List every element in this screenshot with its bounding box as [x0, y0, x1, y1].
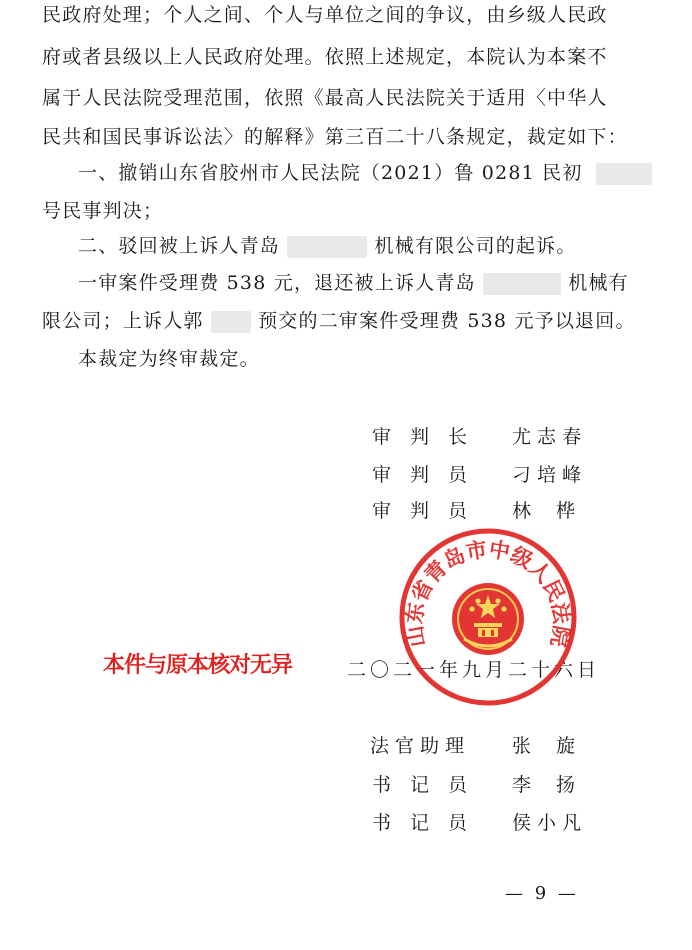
signatory-name: 李 扬: [512, 774, 576, 796]
fee-line-cont: [42, 308, 636, 334]
signatory-role: 审 判 长: [372, 426, 468, 448]
page-number: — 9 —: [505, 883, 579, 904]
body-line: 府或者县级以上人民政府处理。依照上述规定，本院认为本案不: [42, 46, 608, 68]
signatory-name: 林 桦: [512, 500, 576, 522]
body-text: 机械有: [568, 272, 629, 294]
signatory-name: 张 旋: [512, 735, 576, 757]
redaction-block: [211, 311, 251, 333]
body-text: 二、驳回被上诉人青岛: [78, 235, 281, 257]
signatory-role: 审 判 员: [372, 500, 468, 522]
redaction-block: [483, 273, 561, 295]
body-text: 机械有限公司的起诉。: [374, 235, 577, 257]
body-line: 民共和国民事诉讼法〉的解释》第三百二十八条规定，裁定如下：: [42, 126, 628, 148]
signatory-name: 刁 培 峰: [512, 464, 582, 486]
ruling-date: 二〇二一年九月二十六日: [347, 659, 601, 681]
body-text: 限公司；上诉人郭: [42, 310, 204, 332]
signatory-name: 尤 志 春: [512, 426, 582, 448]
ruling-item-2: [78, 233, 608, 259]
court-seal: [398, 527, 578, 707]
signatory-role: 法官助理: [370, 735, 471, 757]
body-text: 一审案件受理费 538 元，退还被上诉人青岛: [78, 272, 476, 294]
redaction-block: [287, 236, 367, 258]
signatory-role: 书 记 员: [372, 774, 468, 796]
body-line: 民政府处理；个人之间、个人与单位之间的争议，由乡级人民政: [42, 4, 608, 26]
body-line: 号民事判决；: [42, 200, 164, 222]
seal-text: 山东省青岛市中级人民法院: [402, 537, 574, 649]
signatory-role: 书 记 员: [372, 812, 468, 834]
ruling-item-1: [78, 160, 608, 186]
body-text: 预交的二审案件受理费 538 元予以退回。: [258, 310, 636, 332]
body-line: 本裁定为终审裁定。: [78, 348, 260, 370]
fee-line: [78, 270, 629, 296]
signatory-role: 审 判 员: [372, 464, 468, 486]
verification-stamp: 本件与原本核对无异: [103, 653, 293, 678]
national-emblem-icon: [452, 583, 524, 655]
body-text: 一、撤销山东省胶州市人民法院（2021）鲁 0281 民初: [78, 162, 583, 184]
redaction-block: [596, 163, 652, 185]
body-line: 属于人民法院受理范围，依照《最高人民法院关于适用〈中华人: [42, 87, 608, 109]
signatory-name: 侯 小 凡: [512, 812, 582, 834]
